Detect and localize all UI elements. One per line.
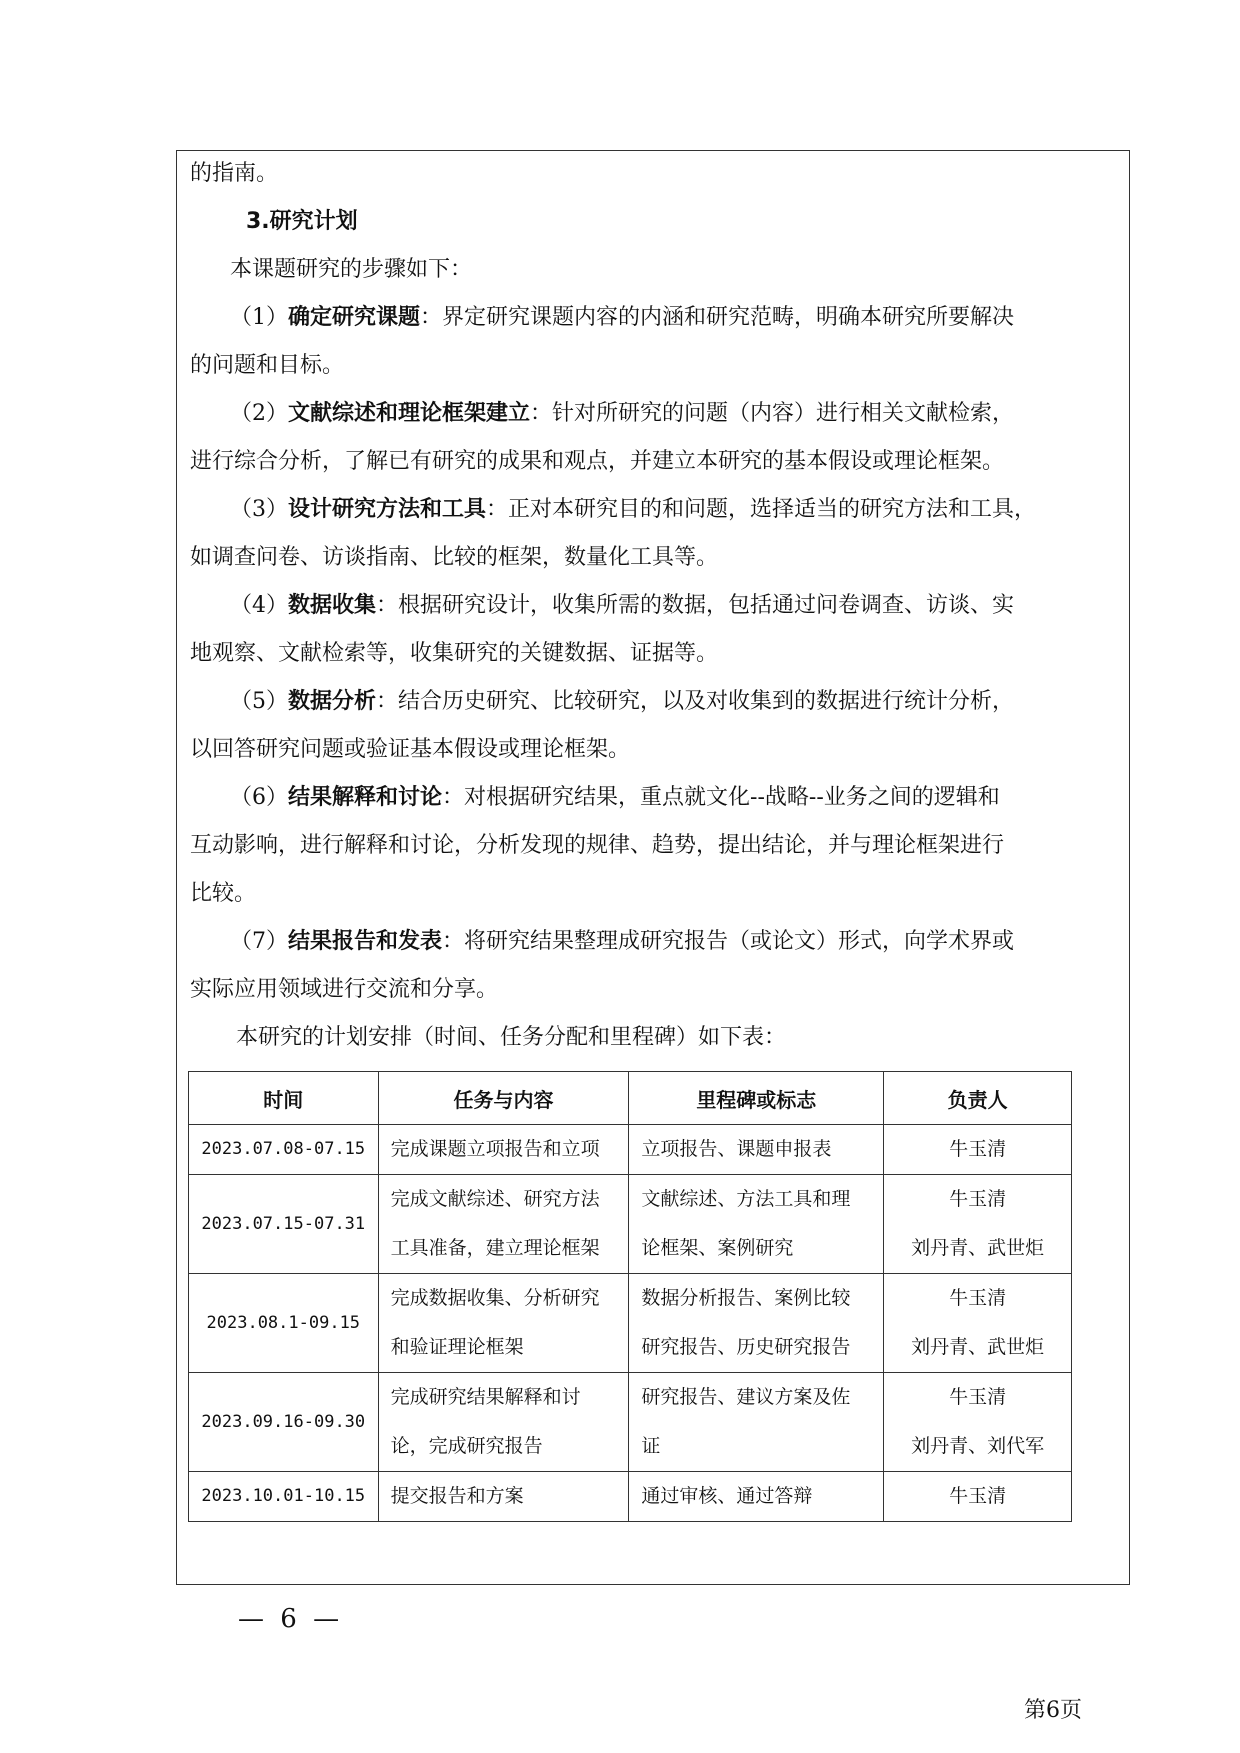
step-7-line1: （7）结果报告和发表：将研究结果整理成研究报告（或论文）形式，向学术界或 [230,929,1015,954]
step-2-line1: （2）文献综述和理论框架建立：针对所研究的问题（内容）进行相关文献检索， [230,401,1015,426]
cell-milestone: 通过审核、通过答辩 [629,1472,884,1522]
header-task: 任务与内容 [378,1072,629,1125]
cell-time: 2023.09.16-09.30 [189,1373,379,1472]
step-6-line1: （6）结果解释和讨论：对根据研究结果，重点就文化--战略--业务之间的逻辑和 [230,785,1000,810]
table-row [189,1472,1072,1522]
table-row [189,1125,1072,1175]
table-header-row [189,1072,1072,1125]
table-row [189,1274,1072,1373]
cell-milestone: 立项报告、课题申报表 [629,1125,884,1175]
cell-task: 提交报告和方案 [378,1472,629,1522]
plan-table [188,1071,1072,1522]
step-4-line1: （4）数据收集：根据研究设计，收集所需的数据，包括通过问卷调查、访谈、实 [230,593,1015,618]
cell-time: 2023.07.08-07.15 [189,1125,379,1175]
cell-time: 2023.08.1-09.15 [189,1274,379,1373]
cell-time: 2023.10.01-10.15 [189,1472,379,1522]
cell-time: 2023.07.15-07.31 [189,1175,379,1274]
step-6-title: 结果解释和讨论 [288,785,443,810]
header-owner: 负责人 [884,1072,1072,1125]
cell-milestone: 研究报告、建议方案及佐 证 [629,1373,884,1472]
header-time: 时间 [189,1072,379,1125]
step-2-title: 文献综述和理论框架建立 [288,401,531,426]
header-milestone: 里程碑或标志 [629,1072,884,1125]
steps-intro: 本课题研究的步骤如下： [230,257,473,282]
step-5-line1: （5）数据分析：结合历史研究、比较研究，以及对收集到的数据进行统计分析， [230,689,1015,714]
section-heading: 3.研究计划 [246,209,358,234]
cell-task: 完成研究结果解释和讨 论，完成研究报告 [378,1373,629,1472]
step-7-title: 结果报告和发表 [288,929,443,954]
step-4-line2: 地观察、文献检索等，收集研究的关键数据、证据等。 [190,641,719,666]
table-row [189,1373,1072,1472]
step-1-title: 确定研究课题 [288,305,421,330]
page-footer: 第6页 [1024,1698,1082,1723]
step-7-line2: 实际应用领域进行交流和分享。 [190,977,499,1002]
step-3-title: 设计研究方法和工具 [288,497,487,522]
step-3-line1: （3）设计研究方法和工具：正对本研究目的和问题，选择适当的研究方法和工具， [230,497,1037,522]
step-3-line2: 如调查问卷、访谈指南、比较的框架，数量化工具等。 [190,545,719,570]
cell-owner: 牛玉清 刘丹青、刘代军 [884,1373,1072,1472]
step-2-line2: 进行综合分析，了解已有研究的成果和观点，并建立本研究的基本假设或理论框架。 [190,449,1005,474]
plan-intro: 本研究的计划安排（时间、任务分配和里程碑）如下表： [236,1025,787,1050]
cell-owner: 牛玉清 [884,1125,1072,1175]
cell-task: 完成数据收集、分析研究 和验证理论框架 [378,1274,629,1373]
cell-owner: 牛玉清 [884,1472,1072,1522]
step-4-title: 数据收集 [288,593,377,618]
cell-milestone: 文献综述、方法工具和理 论框架、案例研究 [629,1175,884,1274]
cell-milestone: 数据分析报告、案例比较 研究报告、历史研究报告 [629,1274,884,1373]
step-1-line1: （1）确定研究课题：界定研究课题内容的内涵和研究范畴，明确本研究所要解决 [230,305,1015,330]
cell-owner: 牛玉清 刘丹青、武世炬 [884,1274,1072,1373]
cell-task: 完成文献综述、研究方法 工具准备，建立理论框架 [378,1175,629,1274]
cell-task: 完成课题立项报告和立项 [378,1125,629,1175]
step-5-title: 数据分析 [288,689,377,714]
step-1-line2: 的问题和目标。 [190,353,345,378]
page-number: — 6 — [238,1604,344,1634]
step-5-line2: 以回答研究问题或验证基本假设或理论框架。 [190,737,631,762]
step-6-line3: 比较。 [190,881,257,906]
intro-tail: 的指南。 [190,161,279,186]
step-6-line2: 互动影响，进行解释和讨论，分析发现的规律、趋势，提出结论，并与理论框架进行 [190,833,1005,858]
cell-owner: 牛玉清 刘丹青、武世炬 [884,1175,1072,1274]
table-row [189,1175,1072,1274]
